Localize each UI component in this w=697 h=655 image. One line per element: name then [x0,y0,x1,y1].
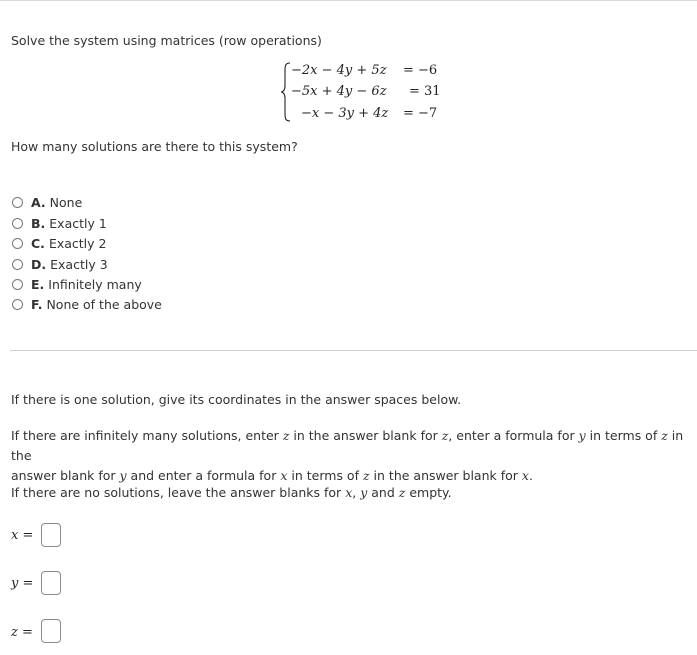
radio-icon[interactable] [12,238,23,249]
radio-icon[interactable] [12,197,23,208]
var-x: x [521,468,529,483]
option-letter: B. [31,215,46,231]
instruction-one-solution: If there is one solution, give its coordinates in the answer spaces below. [11,392,462,407]
instruction-no-solution [11,483,686,503]
option-a[interactable] [12,193,82,211]
instruction-text: in the answer blank for [373,468,518,483]
radio-icon[interactable] [12,218,23,229]
option-d[interactable] [12,255,108,273]
instruction-period: . [528,468,533,483]
option-letter: A. [31,194,46,210]
option-f[interactable] [12,295,162,313]
equation-1-lhs: −2x − 4y + 5z [291,63,387,78]
var-x: x [345,485,353,500]
option-label: Exactly 2 [48,235,107,251]
var-z: z [398,485,406,500]
instruction-comma: , [352,485,357,500]
var-y: y [360,485,368,500]
option-e[interactable] [12,275,142,293]
y-answer-input[interactable] [41,571,61,595]
instruction-text: and enter a formula for [130,468,277,483]
option-b[interactable] [12,214,107,232]
option-label: Infinitely many [48,276,142,292]
option-letter: E. [31,276,45,292]
radio-icon[interactable] [12,259,23,270]
radio-icon[interactable] [12,299,23,310]
question-prompt: Solve the system using matrices (row operations) [11,33,322,48]
var-x: x [280,468,288,483]
instruction-text: If there are no solutions, leave the answer blanks for [11,485,342,500]
instruction-text: in the answer blank for [293,428,438,443]
radio-icon[interactable] [12,279,23,290]
z-answer-input[interactable] [41,619,61,643]
equation-3-rhs: = −7 [403,106,438,121]
option-c[interactable] [12,234,106,252]
option-letter: F. [31,296,43,312]
option-label: Exactly 1 [49,215,107,231]
var-y: y [578,428,586,443]
var-z: z [282,428,290,443]
section-divider [10,350,697,351]
y-answer-label: y = [11,576,34,591]
var-z: z [362,468,370,483]
equation-1-rhs: = −6 [403,63,438,78]
count-question: How many solutions are there to this system? [11,139,298,154]
top-rule [0,0,697,1]
instruction-text: answer blank for [11,468,116,483]
x-answer-label: x = [11,528,34,543]
var-y: y [119,468,127,483]
instruction-text: and [371,485,395,500]
instruction-text: empty. [409,485,452,500]
option-label: Exactly 3 [50,256,108,272]
instruction-text: in terms of [589,428,658,443]
var-z: z [661,428,668,443]
option-letter: C. [31,235,45,251]
instruction-text: in terms of [291,468,359,483]
equation-3-lhs: −x − 3y + 4z [301,106,389,121]
option-label: None of the above [46,296,162,312]
instruction-text: , enter a formula for [448,428,575,443]
equation-2-rhs: = 31 [409,84,441,99]
instruction-text: If there are infinitely many solutions, enter [11,428,279,443]
option-label: None [49,194,83,210]
x-answer-input[interactable] [41,523,61,547]
var-z: z [441,428,449,443]
instruction-text: in the [11,428,684,463]
equation-2-lhs: −5x + 4y − 6z [291,84,387,99]
instruction-infinite [11,426,686,486]
z-answer-label: z = [11,625,33,640]
option-letter: D. [31,256,47,272]
